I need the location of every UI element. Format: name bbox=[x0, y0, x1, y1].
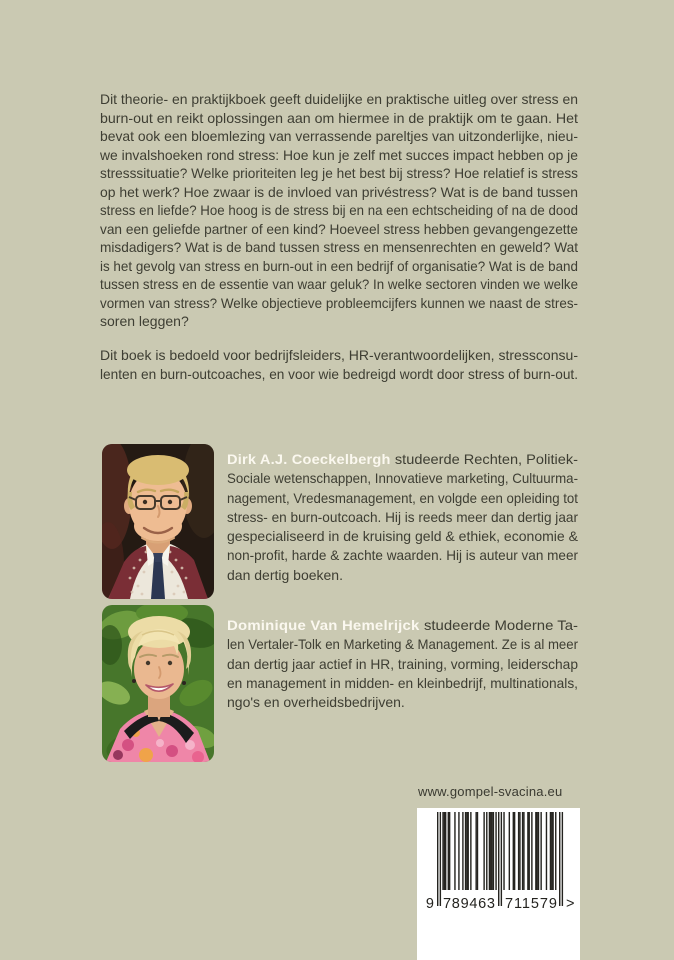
text-line: op het werk? Hoe zwaar is de invloed van privéstress? Wat is de band tussen bbox=[100, 183, 578, 200]
text-line: Dit theorie- en praktijkboek geeft duidelijke en praktische uitleg over stress en bbox=[100, 91, 578, 107]
text-line: en management in midden- en kleinbedrijf, multinationals, bbox=[227, 674, 578, 691]
text-line: vormen van stress? Welke objectieve probleemcijfers kunnen we naast de stres- bbox=[100, 294, 578, 311]
dominique-portrait-illustration bbox=[102, 605, 214, 762]
text-line: stresssituatie? Welke prioriteiten leg je het best bij stress? Hoe relatief is stress bbox=[100, 165, 578, 181]
text-line: soren leggen? bbox=[100, 313, 189, 329]
text-line: non-profit, harde & zachte waarden. Hij is auteur van meer bbox=[227, 547, 578, 564]
isbn-barcode bbox=[417, 812, 580, 912]
text-line: lenten en burn-outcoaches, en voor wie bedreigd wordt door stress of burn-out. bbox=[100, 365, 578, 382]
text-line: stress- en burn-outcoach. Hij is reeds meer dan dertig jaar bbox=[227, 508, 578, 525]
barcode-bars bbox=[437, 812, 563, 906]
text-line: stress en liefde? Hoe hoog is de stress bij en na een echtscheiding of na de dood bbox=[100, 202, 578, 218]
author-bio-dominique bbox=[227, 616, 578, 712]
barcode-arrow: > bbox=[566, 896, 575, 912]
text-line: is het gevolg van stress en burn-out in een bedrijf of organisatie? Wat is de band bbox=[100, 257, 578, 274]
barcode-box bbox=[417, 808, 580, 960]
text-line: misdadigers? Wat is de band tussen stress en mensenrechten en geweld? Wat bbox=[100, 239, 578, 255]
dirk-portrait-illustration bbox=[102, 444, 214, 599]
text-line: nagement, Vredesmanagement, en volgde een opleiding tot bbox=[227, 489, 578, 506]
text-line: Sociale wetenschappen, Innovatieve marketing, Cultuurma- bbox=[227, 470, 578, 487]
text-line: gespecialiseerd in de kruising geld & ethiek, economie & bbox=[227, 528, 578, 545]
author-photo-dirk bbox=[102, 444, 214, 599]
text-line: Dirk A.J. Coeckelbergh studeerde Rechten, Politiek- bbox=[227, 451, 578, 467]
blurb-paragraph bbox=[100, 90, 578, 331]
author-photo-dominique bbox=[102, 605, 214, 762]
text-line: Dominique Van Hemelrijck studeerde Moderne Ta- bbox=[227, 617, 578, 633]
audience-paragraph bbox=[100, 346, 578, 383]
author-name: Dominique Van Hemelrijck bbox=[227, 617, 424, 633]
isbn-digits-left: 789463 bbox=[443, 896, 495, 912]
text-line: Dit boek is bedoeld voor bedrijfsleiders, HR-verantwoordelijken, stressconsu- bbox=[100, 347, 578, 363]
text-line: dan dertig jaar actief in HR, training, vorming, leiderschap bbox=[227, 655, 578, 672]
text-line: burn-out en reikt oplossingen aan om hiermee in de praktijk om te gaan. Het bbox=[100, 109, 578, 126]
text-line: tussen stress en de essentie van waar geluk? In welke sectoren vinden we welke bbox=[100, 276, 578, 292]
text-line: dan dertig boeken. bbox=[227, 566, 343, 583]
text-line: we invalshoeken rond stress: Hoe kun je zelf met succes impact hebben op je bbox=[100, 146, 578, 163]
text-line: len Vertaler-Tolk en Marketing & Management. Ze is al meer bbox=[227, 636, 578, 653]
isbn-digits-right: 711579 bbox=[505, 896, 557, 912]
text-line: ngo's en overheidsbedrijven. bbox=[227, 694, 405, 711]
author-name: Dirk A.J. Coeckelbergh bbox=[227, 451, 395, 467]
isbn-digit-first: 9 bbox=[425, 896, 434, 912]
text-line: bevat ook een bloemlezing van verrassende pareltjes van uitzonderlijke, nieu- bbox=[100, 128, 578, 144]
website-url: www.gompel-svacina.eu bbox=[418, 784, 563, 799]
author-bio-dirk bbox=[227, 450, 578, 585]
text-line: van een geliefde partner of een kind? Hoeveel stress hebben gevangengezette bbox=[100, 220, 578, 237]
